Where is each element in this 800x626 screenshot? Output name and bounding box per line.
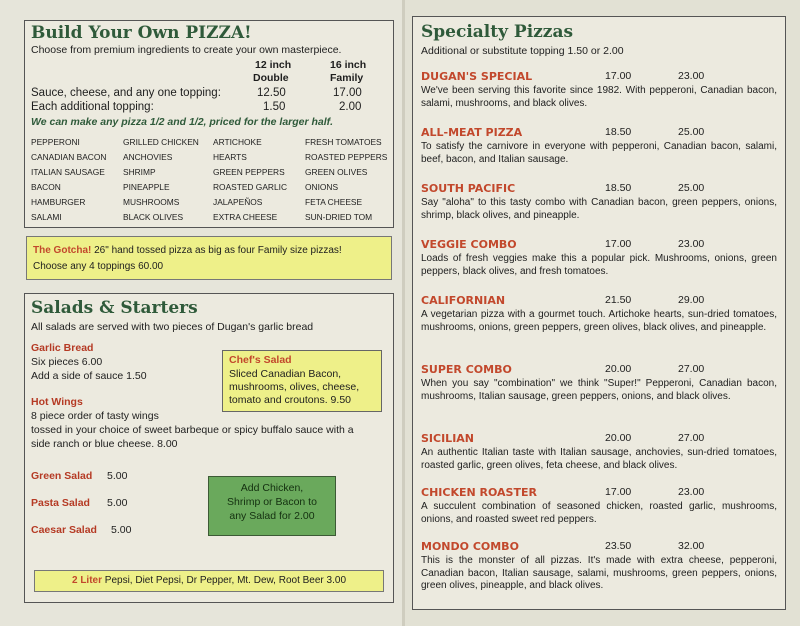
topping-item: ITALIAN SAUSAGE [31, 167, 105, 177]
additional-topping-16: 2.00 [339, 101, 362, 113]
size-16-label: 16 inch [330, 59, 367, 71]
garlic-bread-line1: Six pieces 6.00 [31, 356, 103, 368]
specialty-title: Specialty Pizzas [421, 22, 574, 42]
salads-title: Salads & Starters [31, 298, 198, 318]
pizza-name: ALL-MEAT PIZZA [421, 126, 523, 139]
topping-item: HAMBURGER [31, 197, 86, 207]
half-and-half-note: We can make any pizza 1/2 and 1/2, priced for the larger half. [31, 116, 334, 128]
pizza-price-16: 29.00 [678, 294, 705, 306]
topping-item: GRILLED CHICKEN [123, 137, 199, 147]
pizza-price-16: 32.00 [678, 540, 705, 552]
topping-item: ROASTED PEPPERS [305, 152, 388, 162]
pizza-description: An authentic Italian taste with Italian sausage, anchovies, sun-dried tomatoes, roasted garlic, green olives, feta cheese, and black olives. [421, 447, 777, 471]
topping-item: BACON [31, 182, 61, 192]
pizza-name: MONDO COMBO [421, 540, 519, 553]
pizza-price-12: 17.00 [605, 486, 632, 498]
pizza-description: When you say "combination" we think "Super!" Pepperoni, Canadian bacon, mushrooms, Italian sausage, green peppers, onions, and black olives. [421, 378, 777, 402]
hot-wings-line2: tossed in your choice of sweet barbeque or spicy buffalo sauce with a [31, 424, 354, 436]
pizza-name: SICILIAN [421, 432, 475, 445]
topping-item: SHRIMP [123, 167, 156, 177]
caesar-salad-name: Caesar Salad [31, 524, 97, 536]
pizza-price-16: 25.00 [678, 126, 705, 138]
topping-item: PEPPERONI [31, 137, 80, 147]
specialty-subtitle: Additional or substitute topping 1.50 or 2.00 [421, 45, 624, 57]
pizza-name: SOUTH PACIFIC [421, 182, 516, 195]
pizza-description: This is the monster of all pizzas. It's made with extra cheese, pepperoni, Canadian bacon, Italian sausage, salami, mushrooms, green peppers, onions, green olives, pineapple, and black olives. [421, 555, 777, 591]
pasta-salad-price: 5.00 [107, 497, 128, 509]
pizza-description: To satisfy the carnivore in everyone with pepperoni, Canadian bacon, salami, beef, bacon, and Italian sausage. [421, 141, 777, 165]
pizza-description: Loads of fresh veggies make this a popular pick. Mushrooms, onions, green peppers, black olives, and fresh tomatoes. [421, 253, 777, 277]
topping-item: FRESH TOMATOES [305, 137, 382, 147]
pizza-price-12: 20.00 [605, 363, 632, 375]
pizza-name: CALIFORNIAN [421, 294, 506, 307]
pizza-price-12: 23.50 [605, 540, 632, 552]
drinks-box [34, 570, 384, 592]
topping-item: HEARTS [213, 152, 247, 162]
topping-item: SALAMI [31, 212, 62, 222]
topping-item: SUN-DRIED TOM [305, 212, 373, 222]
drinks-title: 2 Liter [71, 575, 102, 586]
pizza-price-12: 18.50 [605, 182, 632, 194]
pizza-description: A succulent combination of seasoned chicken, roasted garlic, mushrooms, onions, and roasted sweet red peppers. [421, 501, 777, 525]
caesar-salad-price: 5.00 [111, 524, 132, 536]
size-16-sub: Family [330, 72, 364, 84]
topping-item: ROASTED GARLIC [213, 182, 287, 192]
size-12-sub: Double [253, 72, 289, 84]
topping-item: CANADIAN BACON [31, 152, 107, 162]
size-12-label: 12 inch [255, 59, 292, 71]
pizza-price-16: 23.00 [678, 486, 705, 498]
pizza-price-16: 23.00 [678, 238, 705, 250]
gotcha-title: The Gotcha! [33, 245, 92, 256]
add-protein-line2: Shrimp or Bacon to [227, 496, 317, 508]
topping-item: ONIONS [305, 182, 339, 192]
hot-wings-line3: side ranch or blue cheese. 8.00 [31, 438, 178, 450]
green-salad-name: Green Salad [31, 470, 93, 482]
salads-section [24, 293, 394, 603]
add-protein-line3: any Salad for 2.00 [229, 510, 315, 522]
pizza-price-12: 18.50 [605, 126, 632, 138]
add-protein-box [208, 476, 336, 536]
topping-item: MUSHROOMS [123, 197, 180, 207]
additional-topping-12: 1.50 [263, 101, 286, 113]
pizza-price-16: 23.00 [678, 70, 705, 82]
chefs-salad-line2: mushrooms, olives, cheese, [229, 381, 360, 393]
drinks-list: Pepsi, Diet Pepsi, Dr Pepper, Mt. Dew, Root Beer 3.00 [102, 575, 347, 586]
pizza-name: SUPER COMBO [421, 363, 512, 376]
pizza-price-16: 25.00 [678, 182, 705, 194]
green-salad-price: 5.00 [107, 470, 128, 482]
topping-item: ARTICHOKE [213, 137, 262, 147]
base-price-label: Sauce, cheese, and any one topping: [31, 87, 221, 99]
build-subtitle: Choose from premium ingredients to create your own masterpiece. [31, 44, 342, 56]
pizza-description: Say "aloha" to this tasty combo with Canadian bacon, green peppers, onions, shrimp, black olives, and pineapple. [421, 197, 777, 221]
pizza-description: A vegetarian pizza with a gourmet touch. Artichoke hearts, sun-dried tomatoes, mushrooms, onions, green peppers, green olives, black olives, and pineapple. [421, 309, 777, 333]
topping-item: GREEN PEPPERS [213, 167, 285, 177]
base-price-12: 12.50 [257, 87, 286, 99]
pizza-price-16: 27.00 [678, 363, 705, 375]
chefs-salad-title: Chef's Salad [229, 354, 292, 366]
pizza-name: DUGAN'S SPECIAL [421, 70, 533, 83]
chefs-salad-box [222, 350, 382, 412]
pizza-price-16: 27.00 [678, 432, 705, 444]
pasta-salad-name: Pasta Salad [31, 497, 90, 509]
specialty-section [412, 16, 786, 610]
pizza-price-12: 20.00 [605, 432, 632, 444]
salads-subtitle: All salads are served with two pieces of Dugan's garlic bread [31, 321, 314, 333]
topping-item: FETA CHEESE [305, 197, 363, 207]
hot-wings-line1: 8 piece order of tasty wings [31, 410, 159, 422]
pizza-name: VEGGIE COMBO [421, 238, 517, 251]
menu-fold [402, 0, 405, 626]
pizza-name: CHICKEN ROASTER [421, 486, 537, 499]
pizza-price-12: 21.50 [605, 294, 632, 306]
gotcha-line2: Choose any 4 toppings 60.00 [33, 261, 164, 272]
topping-item: GREEN OLIVES [305, 167, 368, 177]
build-title: Build Your Own PIZZA! [31, 23, 252, 43]
topping-item: ANCHOVIES [123, 152, 173, 162]
topping-item: BLACK OLIVES [123, 212, 184, 222]
additional-topping-label: Each additional topping: [31, 101, 154, 113]
pizza-price-12: 17.00 [605, 70, 632, 82]
topping-item: PINEAPPLE [123, 182, 170, 192]
gotcha-desc: 26" hand tossed pizza as big as four Family size pizzas! [91, 245, 342, 256]
pizza-description: We've been serving this favorite since 1982. With pepperoni, Canadian bacon, salami, mushrooms, and black olives. [421, 85, 777, 109]
topping-item: EXTRA CHEESE [213, 212, 278, 222]
base-price-16: 17.00 [333, 87, 362, 99]
chefs-salad-line1: Sliced Canadian Bacon, [229, 368, 342, 380]
gotcha-line1 [33, 245, 342, 256]
garlic-bread-line2: Add a side of sauce 1.50 [31, 370, 147, 382]
build-your-own-section [24, 20, 394, 228]
topping-item: JALAPEÑOS [213, 197, 263, 207]
pizza-price-12: 17.00 [605, 238, 632, 250]
garlic-bread-title: Garlic Bread [31, 342, 94, 354]
add-protein-line1: Add Chicken, [240, 482, 304, 494]
gotcha-box [26, 236, 392, 280]
chefs-salad-line3: tomato and croutons. 9.50 [229, 394, 351, 406]
hot-wings-title: Hot Wings [31, 396, 83, 408]
